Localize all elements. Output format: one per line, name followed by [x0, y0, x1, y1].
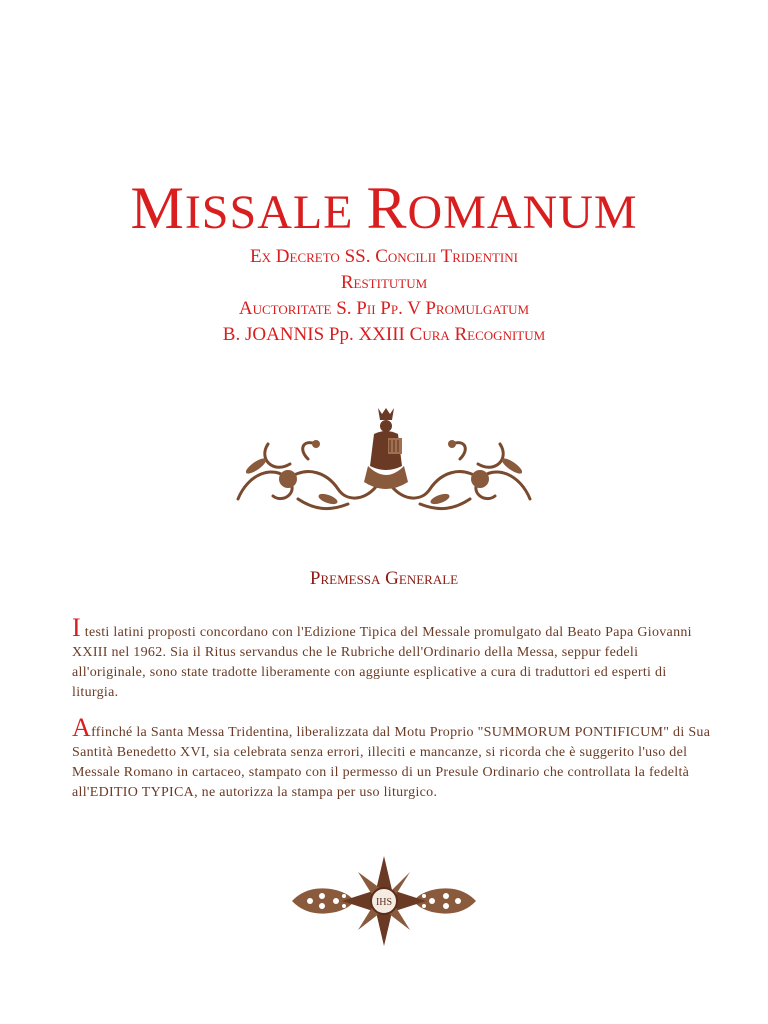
- figure-scroll-ornament-icon: [228, 404, 540, 516]
- drop-cap: I: [72, 613, 81, 642]
- paragraph-text: testi latini proposti concordano con l'Edizione Tipica del Messale promulgato dal Beato Papa Giovanni XXIII nel 1962. Sia il Ritus servandus che le Rubriche dell'Ordinario della Messa, seppur fedeli all'originale, sono state tradotte liberamente con aggiunte esplicative a cura di traduttori ed esperti di liturgia.: [72, 625, 692, 700]
- subtitle-line-2: Restitutum: [340, 272, 428, 293]
- subtitle-line-4-name: B. JOANNIS Pp. XXIII: [222, 324, 410, 345]
- subtitle-line-3: Auctoritate S. Pii Pp. V Promulgatum: [238, 298, 530, 319]
- paragraph-premessa-1: [72, 613, 712, 703]
- subtitle-line-4-caption: Cura Recognitum: [409, 324, 546, 345]
- paragraph-premessa-2: [72, 713, 712, 803]
- section-title: Premessa Generale: [309, 568, 459, 589]
- subtitle-line-1: Ex Decreto SS. Concilii Tridentini: [250, 246, 518, 267]
- monogram-text: IHS: [375, 897, 393, 908]
- paragraph-text: ffinché la Santa Messa Tridentina, liberalizzata dal Motu Proprio "SUMMORUM PONTIFICUM" di Sua Santità Benedetto XVI, sia celebrata senza errori, illeciti e mancanze, si ricorda che è suggerito l'uso del Messale Romano in cartaceo, stampato con il permesso di un Presule Ordinario che controllata la fedeltà all'EDITIO TYPICA, ne autorizza la stampa per uso liturgico.: [72, 725, 711, 800]
- drop-cap: A: [72, 713, 92, 742]
- page-title: MISSALE ROMANUM: [130, 175, 638, 241]
- star-monogram-ornament-icon: [288, 854, 480, 948]
- subtitle-line-4: [0, 323, 768, 347]
